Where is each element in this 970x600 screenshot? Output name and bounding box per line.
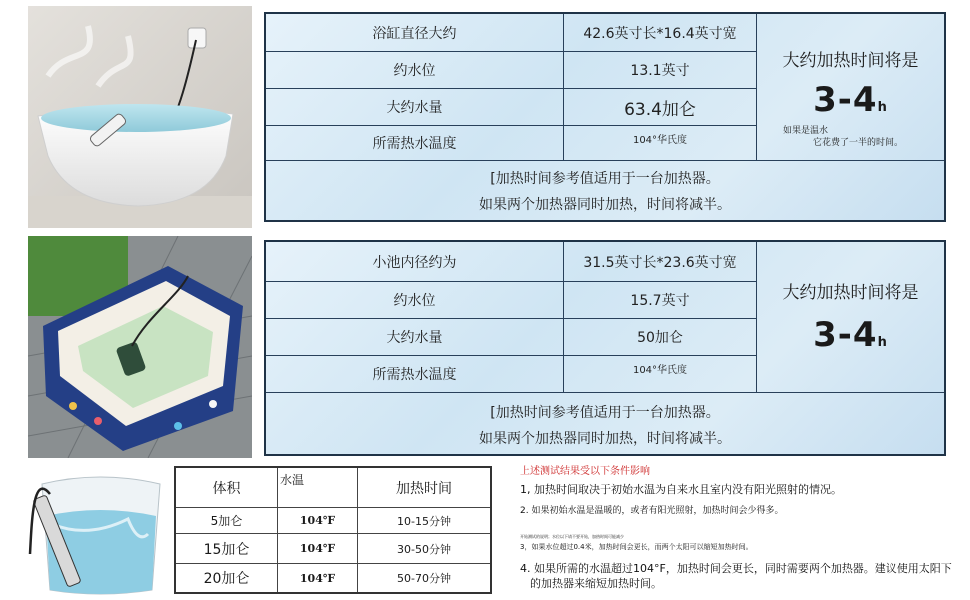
pool-value-temp: 104°华氏度 (564, 356, 757, 393)
bucket-header-temp: 水温 (278, 468, 358, 508)
pool-photo (28, 236, 252, 458)
bucket-row-3-time: 50-70分钟 (397, 572, 451, 585)
bathtub-side-block (757, 14, 944, 161)
bathtub-label-water-level: 约水位 (266, 52, 564, 89)
conditions-item-3: 3，如果水位超过0.4米，加热时间会更长，而两个太阳可以缩短加热时间。 (520, 543, 753, 551)
pool-side-title: 大约加热时间将是 (782, 283, 919, 303)
pool-heating-range (757, 317, 944, 361)
bucket-photo (28, 464, 172, 598)
bucket-header-time: 加热时间 (358, 468, 490, 508)
pool-range-unit: h (877, 335, 888, 350)
bathtub-note-2: 如果两个加热器同时加热，时间将减半。 (479, 197, 731, 213)
bathtub-heating-range (757, 80, 944, 125)
pool-label-volume: 大约水量 (266, 319, 564, 356)
bathtub-label-volume: 大约水量 (266, 89, 564, 126)
bathtub-label-temp: 所需热水温度 (266, 126, 564, 161)
pool-value-volume: 50加仑 (564, 319, 757, 356)
pool-range-value: 3-4 (813, 315, 878, 355)
bathtub-value-temp: 104°华氏度 (564, 126, 757, 161)
bathtub-value-volume: 63.4加仑 (564, 89, 757, 126)
bucket-row-2-volume: 15加仑 (176, 534, 278, 564)
bucket-row-2-temp: 104℉ (278, 534, 358, 564)
pool-note-2: 如果两个加热器同时加热，时间将减半。 (479, 431, 731, 447)
pool-label-water-level: 约水位 (266, 282, 564, 319)
pool-note-1: [加热时间参考值适用于一台加热器。 (490, 405, 720, 421)
bathtub-value-water-level: 13.1英寸 (564, 52, 757, 89)
conditions-item-2: 2. 如果初始水温是温暖的，或者有阳光照射，加热时间会少得多。 (520, 506, 784, 516)
conditions-item-3-top: 开始测试的说明；水位以下请不要开始，加热时间可能减少 (520, 534, 624, 539)
conditions-item-4-line-1: 4. 如果所需的水温超过104°F，加热时间会更长，同时需要两个加热器。建议使用太阳下 (520, 562, 952, 575)
bucket-row-1-volume: 5加仑 (176, 508, 278, 534)
bucket-header-volume: 体积 (176, 468, 278, 508)
bathtub-note-1: [加热时间参考值适用于一台加热器。 (490, 171, 720, 187)
bathtub-label-diameter: 浴缸直径大约 (266, 14, 564, 52)
bathtub-range-unit: h (877, 100, 888, 115)
bathtub-side-title: 大约加热时间将是 (782, 51, 919, 71)
bucket-row-3-volume: 20加仑 (176, 564, 278, 592)
pool-value-diameter: 31.5英寸长*23.6英寸宽 (564, 242, 757, 282)
conditions-heading: 上述测试结果受以下条件影响 (520, 466, 650, 477)
bathtub-value-diameter: 42.6英寸长*16.4英寸宽 (564, 14, 757, 52)
pool-label-diameter: 小池内径约为 (266, 242, 564, 282)
pool-spec-panel (264, 240, 946, 456)
bathtub-spec-panel (264, 12, 946, 222)
bathtub-range-value: 3-4 (813, 80, 878, 120)
conditions-item-1: 1, 加热时间取决于初始水温为自来水且室内没有阳光照射的情况。 (520, 483, 842, 496)
bucket-row-2-time: 30-50分钟 (358, 534, 490, 564)
bathtub-warm-note-2: 它花费了一半的时间。 (813, 138, 904, 148)
pool-side-block (757, 242, 944, 393)
bathtub-photo (28, 6, 252, 228)
bucket-row-1-temp: 104℉ (278, 508, 358, 534)
bucket-heating-table (174, 466, 492, 594)
bucket-row-3-temp: 104℉ (278, 564, 358, 592)
bathtub-warm-note-1: 如果是温水 (783, 126, 829, 136)
bucket-row-1-time: 10-15分钟 (358, 508, 490, 534)
pool-label-temp: 所需热水温度 (266, 356, 564, 393)
pool-value-water-level: 15.7英寸 (564, 282, 757, 319)
conditions-item-4-line-2: 的加热器来缩短加热时间。 (530, 577, 662, 590)
